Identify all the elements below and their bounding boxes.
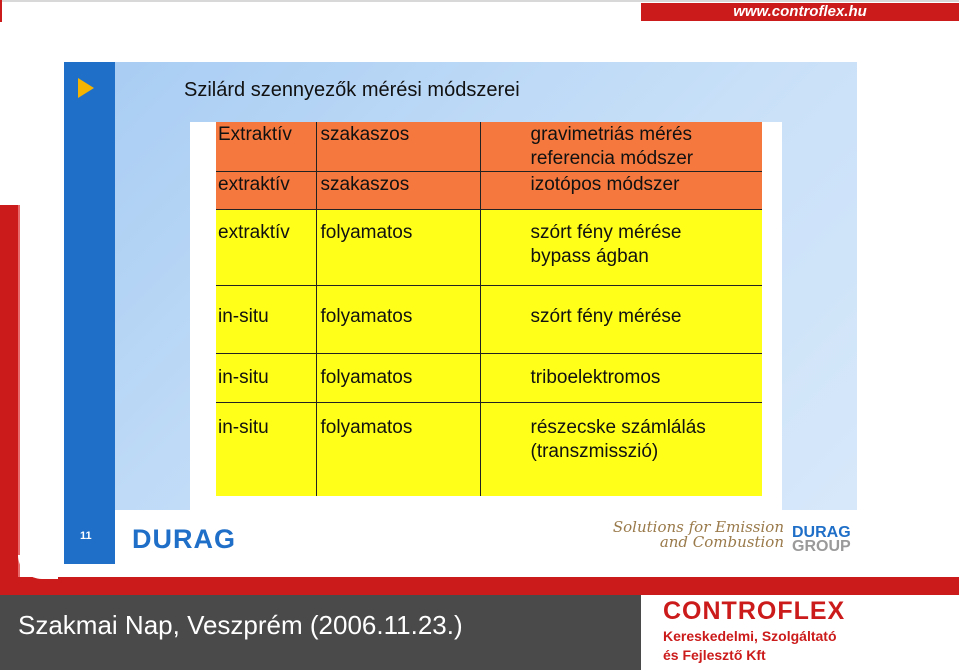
company-description-line-1: Kereskedelmi, Szolgáltató: [663, 628, 837, 644]
company-name: CONTROFLEX: [663, 597, 846, 625]
group-logo-line-2: GROUP: [792, 538, 851, 555]
mode-cell: folyamatos: [316, 210, 480, 286]
mode-cell: folyamatos: [316, 286, 480, 354]
slide-side-band: [64, 62, 115, 564]
table-row: [216, 210, 762, 286]
method-cell: gravimetriás mérés referencia módszer: [480, 122, 762, 172]
mode-cell: szakaszos: [316, 122, 480, 172]
table-row: [216, 122, 762, 172]
company-description-line-2: és Fejlesztő Kft: [663, 647, 766, 663]
table-row: [216, 403, 762, 497]
event-title: Szakmai Nap, Veszprém (2006.11.23.): [18, 610, 463, 640]
method-cell: részecske számlálás (transzmisszió): [480, 403, 762, 497]
frame-corner: [18, 555, 58, 579]
type-cell: in-situ: [216, 286, 316, 354]
method-cell: triboelektromos: [480, 354, 762, 403]
method-cell: szórt fény mérése: [480, 286, 762, 354]
table-row: [216, 172, 762, 210]
slide-page-number: 11: [80, 530, 92, 542]
durag-group-logo: [792, 526, 851, 554]
methods-table: [216, 122, 762, 496]
mode-cell: szakaszos: [316, 172, 480, 210]
mode-cell: folyamatos: [316, 354, 480, 403]
method-cell: izotópos módszer: [480, 172, 762, 210]
type-cell: Extraktív: [216, 122, 316, 172]
group-logo-line-1: DURAG: [792, 524, 851, 541]
durag-logo: DURAG: [132, 524, 236, 554]
website-url[interactable]: www.controflex.hu: [641, 3, 959, 21]
frame-left-highlight: [18, 205, 20, 580]
frame-left-bar: [0, 205, 20, 595]
tagline-line-1: Solutions for Emission: [612, 518, 784, 536]
play-arrow-icon: [78, 78, 94, 98]
slide-title: Szilárd szennyezők mérési módszerei: [184, 79, 520, 101]
table-row: [216, 286, 762, 354]
type-cell: extraktív: [216, 210, 316, 286]
slide: [64, 62, 857, 564]
method-cell: szórt fény mérése bypass ágban: [480, 210, 762, 286]
mode-cell: folyamatos: [316, 403, 480, 497]
frame-bottom-bar: [0, 577, 959, 595]
type-cell: in-situ: [216, 354, 316, 403]
top-rule: [0, 0, 959, 2]
type-cell: extraktív: [216, 172, 316, 210]
top-rule-marker: [0, 0, 2, 22]
type-cell: in-situ: [216, 403, 316, 497]
tagline-line-2: and Combustion: [659, 533, 784, 551]
durag-tagline: [594, 520, 784, 550]
table-row: [216, 354, 762, 403]
